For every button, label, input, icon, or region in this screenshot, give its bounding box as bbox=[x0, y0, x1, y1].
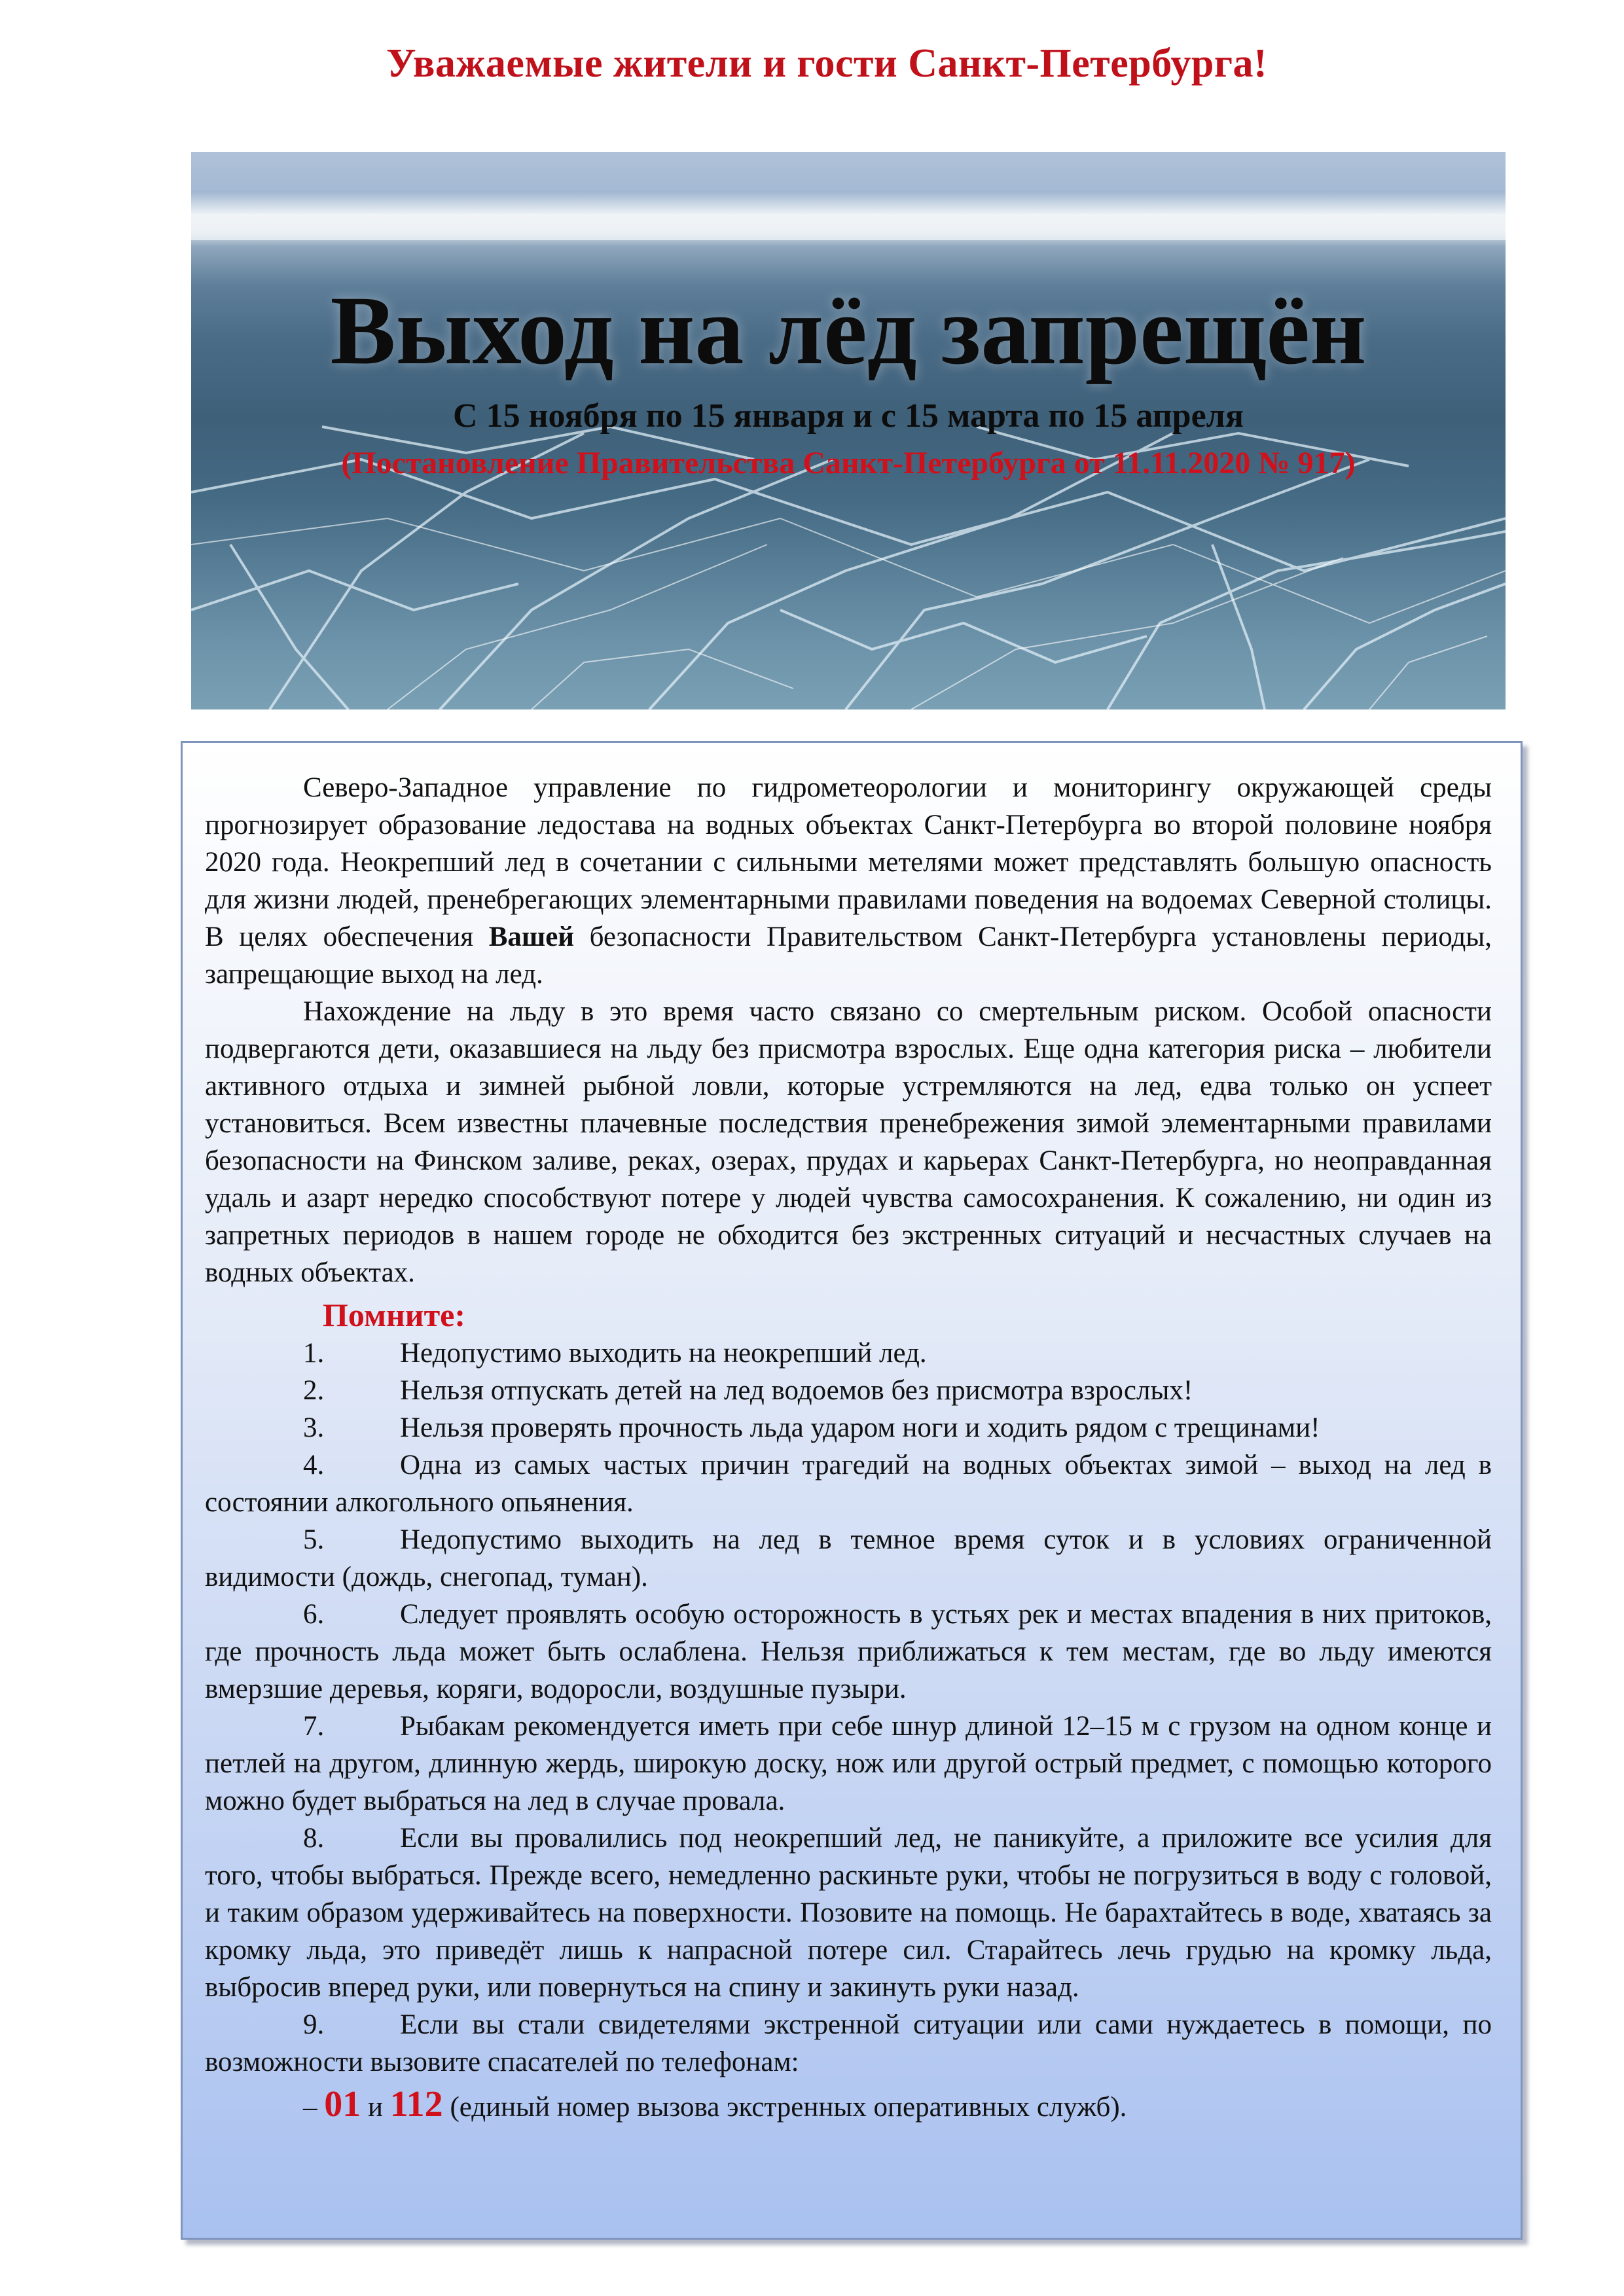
banner-dates: С 15 ноября по 15 января и с 15 марта по 15 апреля bbox=[453, 397, 1244, 435]
remember-heading: Помните: bbox=[323, 1297, 466, 1333]
list-item-text: Рыбакам рекомендуется иметь при себе шнур длиной 12–15 м с грузом на одном конце и петлей на другом, длинную жердь, широкую доску, нож или другой острый предмет, с помощью которого можно будет выбраться на лед в случае провала. bbox=[205, 1711, 1492, 1816]
page-greeting: Уважаемые жители и гости Санкт-Петербурга! bbox=[386, 41, 1268, 86]
intro-text-2: безопасности Правительством Санкт-Петербурга установлены периоды, запрещающие выход на лед. bbox=[205, 922, 1492, 990]
ice-banner bbox=[191, 152, 1506, 709]
intro-paragraph bbox=[205, 769, 1492, 993]
list-item-number: 9. bbox=[303, 2009, 325, 2040]
list-item bbox=[205, 1596, 1492, 1708]
risk-paragraph: Нахождение на льду в это время часто связано со смертельным риском. Особой опасности подвергаются дети, оказавшиеся на льду без присмотра взрослых. Еще одна категория риска – любители активного отдыха и зимней рыбной ловли, которые устремляются на лед, едва только он успеет установиться. Всем известны плачевные последствия пренебрежения зимой элементарными правилами безопасности на Финском заливе, реках, озерах, прудах и карьерах Санкт-Петербурга, но неоправданная удаль и азарт нередко способствуют потере у людей чувства самосохранения. К сожалению, ни один из запретных периодов в нашем городе не обходится без экстренных ситуаций и несчастных случаев на водных объектах. bbox=[205, 996, 1492, 1288]
list-item-number: 4. bbox=[303, 1450, 325, 1480]
list-item-number: 8. bbox=[303, 1823, 325, 1854]
phones-dash: – bbox=[303, 2092, 317, 2123]
phone-number-01: 01 bbox=[324, 2084, 361, 2125]
intro-text-1: Северо-Западное управление по гидрометеорологии и мониторингу окружающей среды прогнозирует образование ледостава на водных объектах Санкт-Петербурга во второй половине ноября 2020 года. Неокрепший лед в сочетании с сильными метелями может представлять большую опасность для жизни людей, пренебрегающих элементарными правилами поведения на водоемах Северной столицы. В целях обеспечения bbox=[205, 772, 1492, 952]
list-item bbox=[205, 1820, 1492, 2006]
banner-decree: (Постановление Правительства Санкт-Петербурга от 11.11.2020 № 917) bbox=[341, 446, 1356, 480]
list-item-number: 7. bbox=[303, 1711, 325, 1742]
list-item bbox=[205, 1446, 1492, 1521]
list-item-text: Недопустимо выходить на неокрепший лед. bbox=[400, 1338, 927, 1369]
phone-number-112: 112 bbox=[389, 2084, 443, 2125]
list-item bbox=[205, 2006, 1492, 2081]
list-item-number: 6. bbox=[303, 1599, 325, 1630]
list-item-text: Недопустимо выходить на лед в темное время суток и в условиях ограниченной видимости (дождь, снегопад, туман). bbox=[205, 1524, 1492, 1592]
list-item-number: 5. bbox=[303, 1524, 325, 1555]
list-item-number: 2. bbox=[303, 1375, 325, 1406]
list-item-text: Нельзя проверять прочность льда ударом ноги и ходить рядом с трещинами! bbox=[400, 1412, 1320, 1443]
list-item bbox=[205, 1372, 1492, 1409]
phones-note: (единый номер вызова экстренных оперативных служб). bbox=[450, 2092, 1127, 2123]
intro-bold-word: Вашей bbox=[488, 922, 575, 952]
list-item bbox=[205, 1708, 1492, 1820]
banner-title: Выход на лёд запрещён bbox=[330, 276, 1367, 385]
list-item bbox=[205, 1409, 1492, 1446]
list-item-number: 3. bbox=[303, 1412, 325, 1443]
list-item-text: Нельзя отпускать детей на лед водоемов без присмотра взрослых! bbox=[400, 1375, 1193, 1406]
info-box bbox=[181, 741, 1523, 2240]
list-item-text: Одна из самых частых причин трагедий на водных объектах зимой – выход на лед в состоянии алкогольного опьянения. bbox=[205, 1450, 1492, 1518]
list-item bbox=[205, 1335, 1492, 1372]
list-item-text: Следует проявлять особую осторожность в устьях рек и местах впадения в них притоков, где прочность льда может быть ослаблена. Нельзя приближаться к тем местам, где во льду имеются вмерзшие деревья, коряги, водоросли, воздушные пузыри. bbox=[205, 1599, 1492, 1704]
list-item-number: 1. bbox=[303, 1338, 325, 1369]
list-item-text: Если вы стали свидетелями экстренной ситуации или сами нуждаетесь в помощи, по возможности вызовите спасателей по телефонам: bbox=[205, 2009, 1492, 2077]
phones-conj: и bbox=[368, 2092, 384, 2123]
list-item bbox=[205, 1521, 1492, 1596]
emergency-phones bbox=[303, 2083, 1492, 2128]
list-item-text: Если вы провалились под неокрепший лед, не паникуйте, а приложите все усилия для того, чтобы выбраться. Прежде всего, немедленно раскиньте руки, чтобы не погрузиться в воду с головой, и таким образом удерживайтесь на поверхности. Позовите на помощь. Не барахтайтесь в воде, хватаясь за кромку льда, это приведёт лишь к напрасной потере сил. Старайтесь лечь грудью на кромку льда, выбросив вперед руки, или повернуться на спину и закинуть руки назад. bbox=[205, 1823, 1492, 2003]
